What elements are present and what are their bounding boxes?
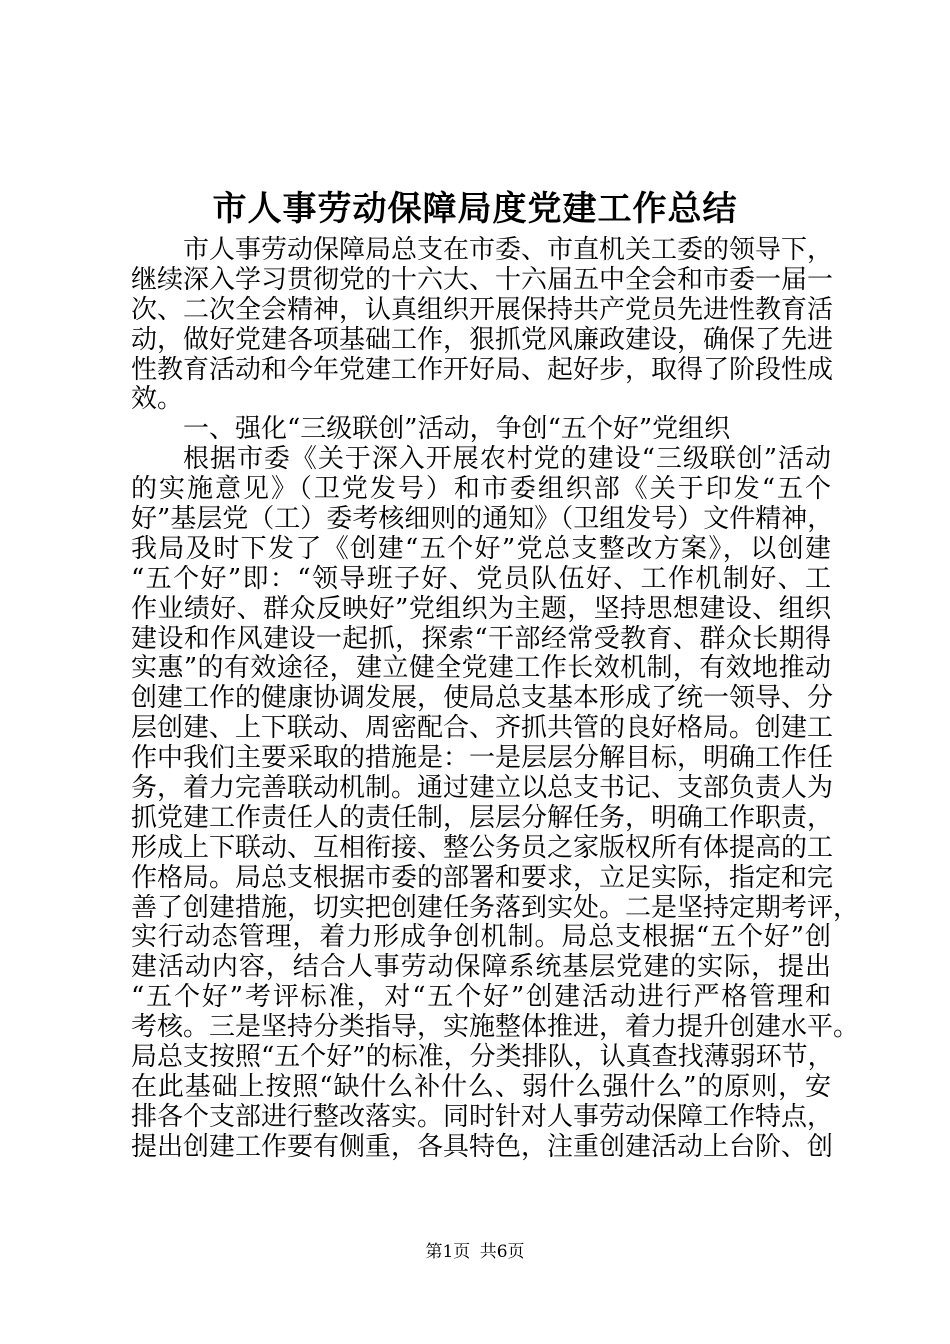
page-footer [0,1240,950,1264]
body-line: 创建工作的健康协调发展，使局总支基本形成了统一领导、分 [131,683,834,714]
body-line: 我局及时下发了《创建“五个好”党总支整改方案》，以创建 [131,533,831,564]
body-line: 建设和作风建设一起抓，探索“干部经常受教育、群众长期得 [131,623,831,654]
body-line: 效。 [131,384,184,415]
body-line: 市人事劳动保障局总支在市委、市直机关工委的领导下， [183,235,834,265]
body-line: 实行动态管理，着力形成争创机制。局总支根据“五个好”创 [131,922,831,953]
body-line: 次、二次全会精神，认真组织开展保持共产党员先进性教育活 [131,294,834,325]
body-line: 好”基层党（工）委考核细则的通知》（卫组发号）文件精神， [131,504,834,535]
body-line: 建活动内容，结合人事劳动保障系统基层党建的实际，提出 [131,952,831,983]
body-line: 提出创建工作要有侧重，各具特色，注重创建活动上台阶、创 [131,1131,834,1162]
body-line: 根据市委《关于深入开展农村党的建设“三级联创”活动 [183,444,831,475]
document-title: 市人事劳动保障局度党建工作总结 [212,189,738,229]
body-line: 在此基础上按照“缺什么补什么、弱什么强什么”的原则，安 [131,1071,831,1102]
body-line: 继续深入学习贯彻党的十六大、十六届五中全会和市委一届一 [131,264,834,295]
body-line: 层创建、上下联动、周密配合、齐抓共管的良好格局。创建工 [131,713,834,744]
document-body [131,235,860,1163]
body-line: 务，着力完善联动机制。通过建立以总支书记、支部负责人为 [131,773,834,804]
body-line: “五个好”考评标准，对“五个好”创建活动进行严格管理和 [131,982,831,1013]
body-line: 抓党建工作责任人的责任制，层层分解任务，明确工作职责， [131,802,834,833]
body-line: 实惠”的有效途径，建立健全党建工作长效机制，有效地推动 [131,653,831,684]
section-heading: 一、强化“三级联创”活动，争创“五个好”党组织 [183,414,731,445]
body-line: 局总支按照“五个好”的标准，分类排队，认真查找薄弱环节， [131,1042,834,1073]
body-line: 作业绩好、群众反映好”党组织为主题，坚持思想建设、组织 [131,593,831,624]
page-total: 共6页 [479,1242,525,1262]
body-line: 善了创建措施，切实把创建任务落到实处。二是坚持定期考评， [131,892,860,923]
body-line: “五个好”即：“领导班子好、党员队伍好、工作机制好、工 [131,563,831,594]
body-line: 的实施意见》（卫党发号）和市委组织部《关于印发“五个 [131,474,831,505]
body-line: 排各个支部进行整改落实。同时针对人事劳动保障工作特点， [131,1101,834,1132]
body-line: 形成上下联动、互相衔接、整公务员之家版权所有体提高的工 [131,832,834,863]
body-line: 性教育活动和今年党建工作开好局、起好步，取得了阶段性成 [131,354,834,385]
page-number: 第1页 [425,1242,471,1262]
body-line: 作格局。局总支根据市委的部署和要求，立足实际，指定和完 [131,862,834,893]
body-line: 考核。三是坚持分类指导，实施整体推进，着力提升创建水平。 [131,1012,860,1043]
body-line: 动，做好党建各项基础工作，狠抓党风廉政建设，确保了先进 [131,324,834,355]
body-line: 作中我们主要采取的措施是：一是层层分解目标，明确工作任 [131,743,834,774]
